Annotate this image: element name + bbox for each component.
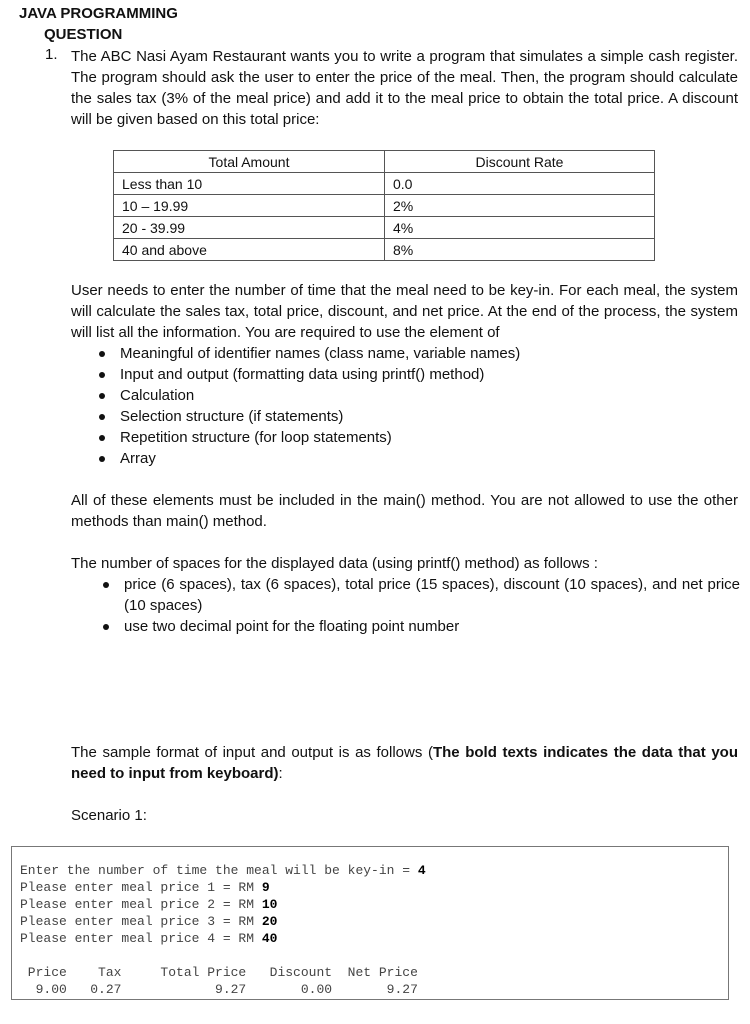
table-cell: 8% <box>385 239 655 261</box>
scenario-label: Scenario 1: <box>71 807 147 824</box>
table-row <box>114 239 655 261</box>
table-cell: Less than 10 <box>114 173 385 195</box>
console-input: 10 <box>261 897 278 912</box>
table-header-rate: Discount Rate <box>385 151 655 173</box>
requirements-intro: User needs to enter the number of time that the meal need to be key-in. For each meal, the system will calculate the sales tax, total price, discount, and net price. At the end of the process, the system will list all the information. You are required to use the element of <box>71 282 738 341</box>
table-row <box>114 173 655 195</box>
sample-intro-text: The sample format of input and output is as follows ( <box>71 744 433 761</box>
sample-intro-bold: The bold texts indicates the data that you need to input from keyboard) <box>71 744 738 782</box>
console-line <box>20 880 728 897</box>
sample-intro-end: : <box>278 765 283 782</box>
table-header-row <box>114 151 655 173</box>
table-cell: 0.0 <box>385 173 655 195</box>
sample-intro <box>71 742 738 784</box>
console-line <box>20 931 728 948</box>
list-item: Repetition structure (for loop statements) <box>96 427 520 448</box>
document-title: JAVA PROGRAMMING <box>19 5 178 22</box>
list-item: Calculation <box>96 385 520 406</box>
console-prompt: Please enter meal price 2 = RM <box>20 897 262 912</box>
table-cell: 10 – 19.99 <box>114 195 385 217</box>
spacing-intro: The number of spaces for the displayed data (using printf() method) as follows : <box>71 555 598 572</box>
table-row <box>114 195 655 217</box>
console-prompt: Enter the number of time the meal will be key-in = <box>20 863 418 878</box>
requirements-list <box>96 343 520 469</box>
question-intro: The ABC Nasi Ayam Restaurant wants you to write a program that simulates a simple cash register. The program should ask the user to enter the price of the meal. Then, the program should calculate the sales tax (3% of the meal price) and add it to the meal price to obtain the total price. A discount will be given based on this total price: <box>71 48 738 128</box>
main-method-note: All of these elements must be included in the main() method. You are not allowed to use the other methods than main() method. <box>71 492 738 530</box>
question-number: 1. <box>45 46 58 63</box>
console-line <box>20 897 728 914</box>
console-line <box>20 863 728 880</box>
discount-table <box>113 150 655 261</box>
table-header-total: Total Amount <box>114 151 385 173</box>
list-item: Input and output (formatting data using printf() method) <box>96 364 520 385</box>
console-input: 9 <box>261 880 270 895</box>
table-cell: 20 - 39.99 <box>114 217 385 239</box>
console-result-values: 9.00 0.27 9.27 0.00 9.27 <box>20 982 418 997</box>
console-input: 4 <box>417 863 426 878</box>
console-prompt: Please enter meal price 3 = RM <box>20 914 262 929</box>
list-item: Meaningful of identifier names (class name, variable names) <box>96 343 520 364</box>
table-row <box>114 217 655 239</box>
list-item: Selection structure (if statements) <box>96 406 520 427</box>
console-input: 20 <box>261 914 278 929</box>
list-item: price (6 spaces), tax (6 spaces), total price (15 spaces), discount (10 spaces), and net price (10 spaces) <box>100 574 740 616</box>
console-prompt: Please enter meal price 1 = RM <box>20 880 262 895</box>
console-input: 40 <box>261 931 278 946</box>
console-result-header: Price Tax Total Price Discount Net Price <box>20 965 418 980</box>
table-cell: 4% <box>385 217 655 239</box>
console-line <box>20 914 728 931</box>
console-prompt: Please enter meal price 4 = RM <box>20 931 262 946</box>
list-item: Array <box>96 448 520 469</box>
question-heading: QUESTION <box>44 26 123 43</box>
table-cell: 40 and above <box>114 239 385 261</box>
console-output <box>11 846 729 1000</box>
list-item: use two decimal point for the floating point number <box>100 616 740 637</box>
table-cell: 2% <box>385 195 655 217</box>
spacing-list <box>100 574 740 637</box>
